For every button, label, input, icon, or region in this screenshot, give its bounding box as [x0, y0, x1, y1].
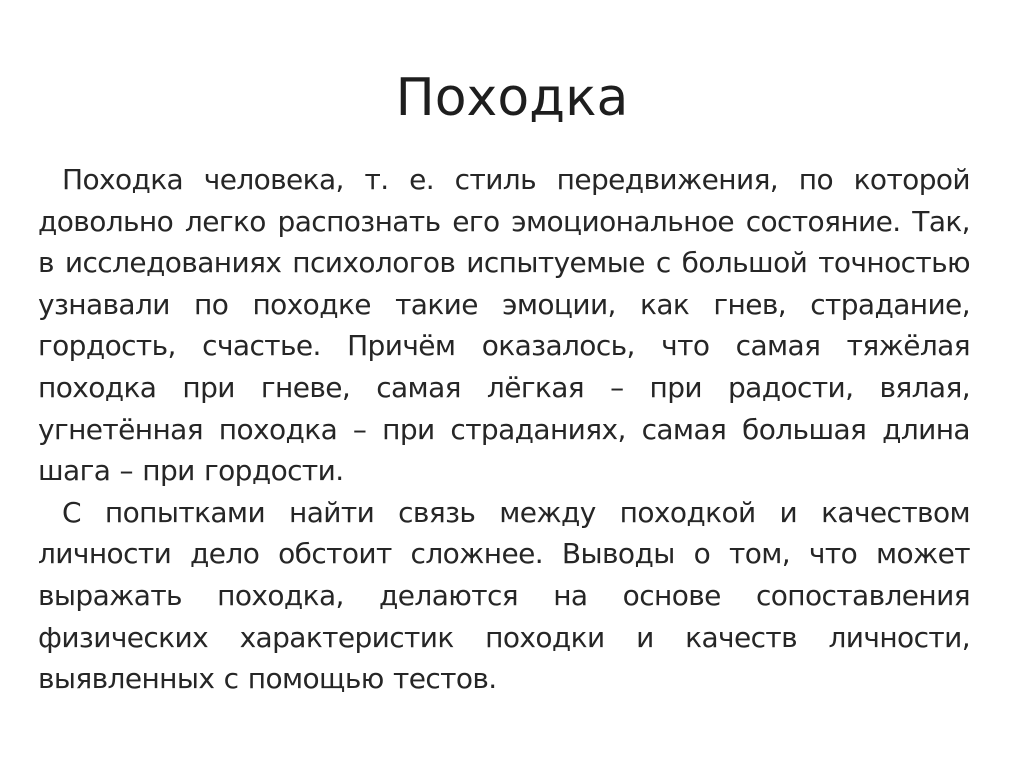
body-paragraph-1: Походка человека, т. е. стиль передвижения, по которой довольно легко распознать его эмоциональное состояние. Так, в исследованиях психологов испытуемые с большой точностью узнавали по походке такие эмоции, как гнев, страдание, гордость, счастье. Причём оказалось, что самая тяжёлая походка при гневе, самая лёгкая – при радости, вялая, угнетённая походка – при страданиях, самая большая длина шага – при гордости. — [38, 163, 970, 488]
slide-body — [38, 159, 970, 700]
body-paragraph-2: С попытками найти связь между походкой и качеством личности дело обстоит сложнее. Выводы о том, что может выражать походка, делаются на основе сопоставления физических характеристик походки и качеств личности, выявленных с помощью тестов. — [38, 495, 970, 696]
slide-title: Походка — [395, 68, 629, 128]
